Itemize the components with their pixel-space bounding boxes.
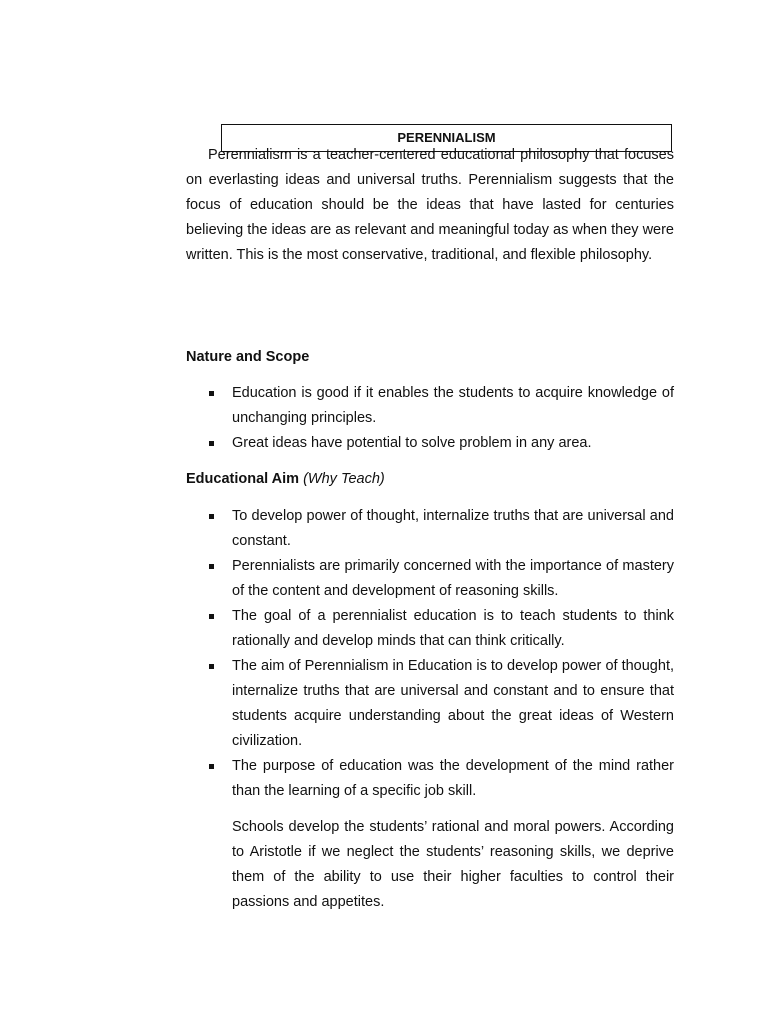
list-item-text: The aim of Perennialism in Education is to develop power of thought, internalize truths that are universal and constant and to ensure that students acquire understanding about the great ideas of Western civilization.	[232, 658, 674, 749]
list-item	[186, 381, 674, 431]
list-item-text: Perennialists are primarily concerned with the importance of mastery of the content and development of reasoning skills.	[232, 558, 674, 599]
square-bullet-icon	[209, 514, 214, 519]
nature-scope-heading-text: Nature and Scope	[186, 349, 310, 365]
square-bullet-icon	[209, 391, 214, 396]
square-bullet-icon	[209, 764, 214, 769]
document-title: PERENNIALISM	[221, 124, 672, 152]
educational-aim-subheading: (Why Teach)	[303, 471, 385, 487]
list-item-text: The purpose of education was the development of the mind rather than the learning of a specific job skill.	[232, 758, 674, 799]
intro-paragraph: Perennialism is a teacher-centered educational philosophy that focuses on everlasting ideas and universal truths. Perennialism suggests that the focus of education should be the ideas that have lasted for centuries believing the ideas are as relevant and meaningful today as when they were written. This is the most conservative, traditional, and flexible philosophy.	[186, 147, 674, 263]
list-item	[186, 431, 674, 456]
list-item	[186, 604, 674, 654]
list-item	[186, 554, 674, 604]
list-item	[186, 654, 674, 754]
square-bullet-icon	[209, 564, 214, 569]
educational-aim-heading-text: Educational Aim	[186, 471, 300, 487]
square-bullet-icon	[209, 441, 214, 446]
list-item-text: Education is good if it enables the students to acquire knowledge of unchanging principles.	[232, 385, 674, 426]
square-bullet-icon	[209, 664, 214, 669]
list-item	[186, 504, 674, 554]
list-item-text: Great ideas have potential to solve problem in any area.	[232, 435, 592, 451]
list-item-text: The goal of a perennialist education is to teach students to think rationally and develop minds that can think critically.	[232, 608, 674, 649]
educational-aim-list	[186, 504, 674, 804]
closing-paragraph: Schools develop the students’ rational and moral powers. According to Aristotle if we neglect the students’ reasoning skills, we deprive them of the ability to use their higher faculties to control their passions and appetites.	[232, 819, 674, 910]
list-item	[186, 754, 674, 804]
nature-scope-heading	[186, 347, 309, 367]
educational-aim-heading	[186, 469, 385, 489]
square-bullet-icon	[209, 614, 214, 619]
nature-scope-list	[186, 381, 674, 456]
list-item-text: To develop power of thought, internalize truths that are universal and constant.	[232, 508, 674, 549]
